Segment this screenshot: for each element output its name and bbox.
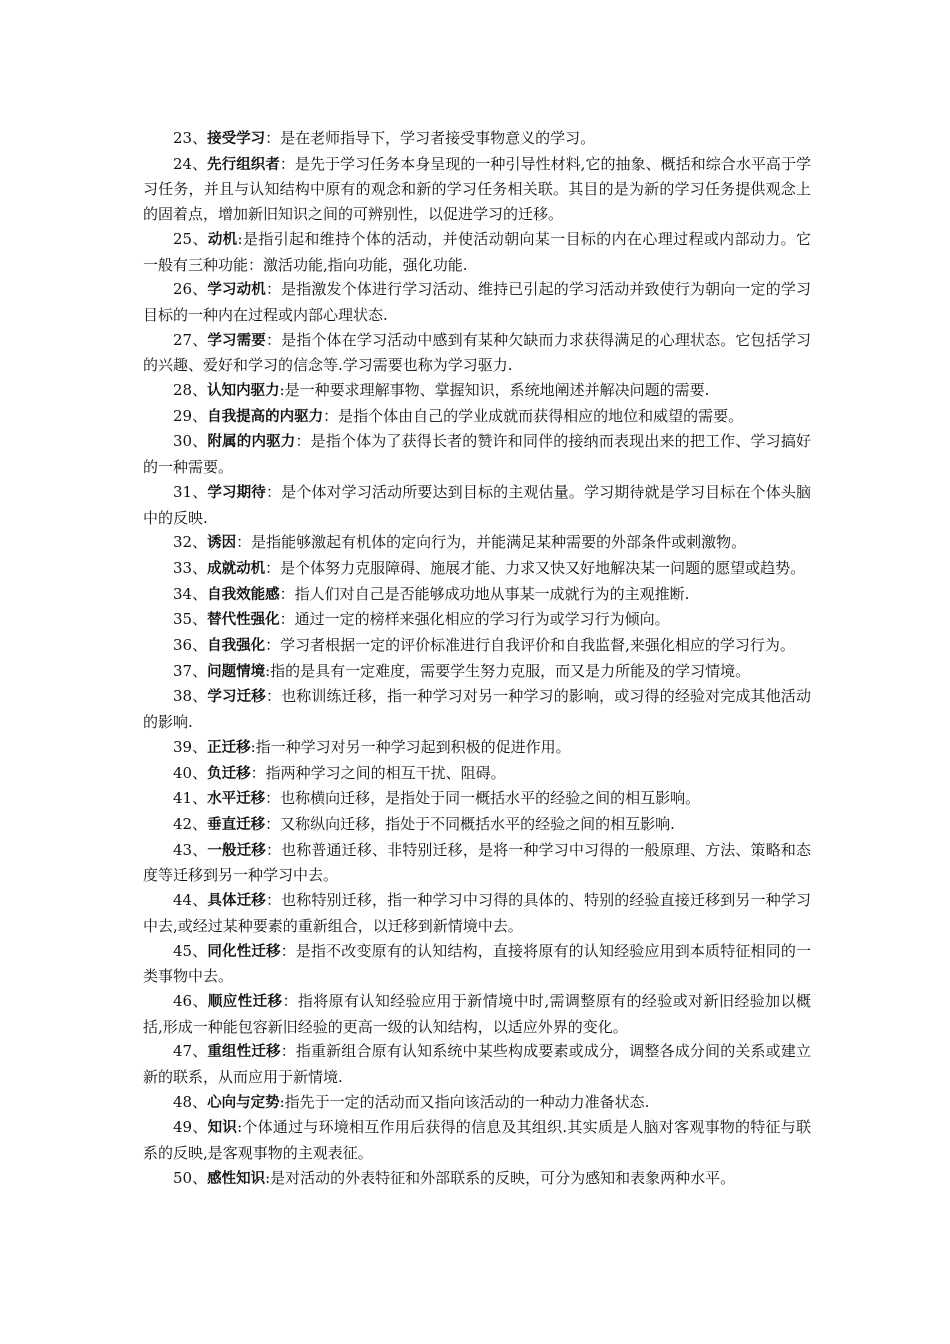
entry-definition: 是指激发个体进行学习活动、维持已引起的学习活动并致使行为朝向一定的学习目标的一种内在过程或内部心理状态.	[143, 280, 811, 324]
entry-term: 自我强化	[207, 638, 266, 655]
entry-definition: 是指个体由自己的学业成就而获得相应的地位和威望的需要。	[338, 406, 744, 425]
entry-separator: :	[279, 381, 285, 400]
glossary-entry	[143, 152, 811, 227]
entry-number: 43、	[173, 840, 208, 859]
entry-definition: 个体通过与环境相互作用后获得的信息及其组织.其实质是人脑对客观事物的特征与联系的反映,是客观事物的主观表征。	[143, 1118, 812, 1163]
entry-number: 44、	[173, 891, 208, 910]
entry-separator: ：	[265, 129, 281, 147]
entry-term: 心向与定势	[207, 1094, 280, 1111]
glossary-entry	[143, 786, 811, 812]
entry-number: 27、	[173, 330, 208, 349]
entry-definition: 也称特别迁移，指一种学习中习得的具体的、特别的经验直接迁移到另一种学习中去,或经过某种要素的重新组合，以迁移到新情境中去。	[143, 891, 811, 935]
entry-term: 重组性迁移	[207, 1044, 281, 1061]
entry-separator: ：	[236, 533, 252, 552]
entry-term: 感性知识	[207, 1170, 266, 1187]
entry-term: 负迁移	[207, 765, 251, 782]
entry-separator: ：	[279, 154, 295, 173]
entry-separator: ：	[265, 636, 281, 655]
glossary-entry	[143, 735, 811, 761]
entry-definition: 是先于学习任务本身呈现的一种引导性材料,它的抽象、概括和综合水平高于学习任务，并且与认知结构中原有的观念和新的学习任务相关联。其目的是为新的学习任务提供观念上的固着点，增加新旧知识之间的可辨别性，以促进学习的迁移。	[143, 154, 811, 224]
glossary-entry	[143, 378, 811, 404]
glossary-entry	[143, 684, 811, 734]
entry-definition: 指的是具有一定难度，需要学生努力克服，而又是力所能及的学习情境。	[270, 661, 751, 680]
glossary-entry	[143, 404, 811, 430]
entry-term: 诱因	[207, 535, 237, 552]
entry-term: 动机	[207, 231, 238, 248]
entry-definition: 是个体对学习活动所要达到目标的主观估量。学习期待就是学习目标在个体头脑中的反映.	[143, 482, 811, 527]
entry-definition: 是一种要求理解事物、掌握知识，系统地阐述并解决问题的需要.	[284, 381, 710, 400]
entry-definition: 是对活动的外表特征和外部联系的反映，可分为感知和表象两种水平。	[270, 1168, 736, 1187]
entry-term: 正迁移	[207, 739, 251, 756]
entry-term: 成就动机	[207, 560, 266, 577]
entry-separator: ：	[279, 584, 295, 603]
entry-definition: 也称横向迁移，是指处于同一概括水平的经验之间的相互影响。	[280, 789, 701, 808]
entry-number: 41、	[173, 789, 208, 808]
entry-number: 48、	[173, 1092, 208, 1111]
entry-separator: ：	[279, 610, 295, 629]
entry-separator: ：	[282, 991, 298, 1010]
glossary-entry	[143, 838, 811, 888]
entry-number: 32、	[173, 533, 208, 552]
entry-term: 同化性迁移	[207, 943, 281, 960]
glossary-entry	[143, 1166, 811, 1192]
entry-separator: :	[265, 1168, 271, 1187]
entry-term: 学习期待	[207, 484, 266, 501]
glossary-entry	[143, 277, 811, 327]
entry-term: 自我效能感	[207, 586, 280, 603]
entry-number: 40、	[173, 763, 208, 782]
glossary-entry	[143, 888, 811, 938]
glossary-entry	[143, 429, 811, 479]
glossary-entry	[143, 328, 811, 378]
entry-number: 49、	[173, 1118, 208, 1137]
entry-number: 45、	[173, 941, 208, 960]
entry-number: 23、	[173, 129, 208, 147]
entry-separator: :	[237, 229, 243, 248]
entry-definition: 指将原有认知经验应用于新情境中时,需调整原有的经验或对新旧经验加以概括,形成一种能包容新旧经验的更高一级的认知结构，以适应外界的变化。	[143, 991, 811, 1036]
entry-term: 学习迁移	[207, 689, 266, 706]
entry-separator: ：	[265, 280, 282, 299]
entry-separator: ：	[265, 558, 281, 577]
entry-term: 接受学习	[207, 131, 266, 147]
entry-term: 附属的内驱力	[207, 434, 296, 451]
glossary-entry	[143, 582, 811, 608]
entry-definition: 指重新组合原有认知系统中某些构成要素或成分，调整各成分间的关系或建立新的联系，从而应用于新情境.	[143, 1042, 811, 1087]
entry-term: 学习需要	[207, 332, 266, 349]
entry-definition: 是指个体为了获得长者的赞许和同伴的接纳而表现出来的把工作、学习搞好的一种需要。	[143, 432, 811, 477]
entry-number: 46、	[173, 991, 208, 1010]
glossary-entry	[143, 556, 811, 582]
entry-number: 33、	[173, 558, 208, 577]
entry-term: 先行组织者	[207, 156, 280, 173]
entry-separator: ：	[323, 406, 339, 425]
entry-separator: :	[237, 1118, 243, 1137]
glossary-entry	[143, 126, 811, 152]
entry-definition: 是指引起和维持个体的活动，并使活动朝向某一目标的内在心理过程或内部动力。它一般有三种功能：激活功能,指向功能，强化功能.	[143, 229, 811, 274]
entry-separator: ：	[265, 330, 282, 349]
entry-number: 39、	[173, 737, 208, 756]
entry-definition: 指两种学习之间的相互干扰、阻碍。	[265, 763, 506, 782]
entry-definition: 是个体努力克服障碍、施展才能、力求又快又好地解决某一问题的愿望或趋势。	[280, 558, 806, 577]
entry-definition: 指先于一定的活动而又指向该活动的一种动力准备状态.	[284, 1092, 650, 1111]
entry-definition: 通过一定的榜样来强化相应的学习行为或学习行为倾向。	[294, 610, 670, 629]
entry-number: 37、	[173, 661, 208, 680]
glossary-entry	[143, 989, 811, 1039]
entry-definition: 是在老师指导下，学习者接受事物意义的学习。	[280, 129, 596, 147]
glossary-entry	[143, 1039, 811, 1089]
entry-term: 学习动机	[207, 282, 266, 299]
entry-separator: ：	[265, 814, 281, 833]
entry-number: 28、	[173, 381, 208, 400]
entry-separator: :	[279, 1092, 285, 1111]
entry-separator: :	[265, 661, 271, 680]
entry-term: 认知内驱力	[207, 383, 280, 400]
entry-number: 38、	[173, 687, 208, 706]
entry-number: 29、	[173, 406, 208, 425]
entry-number: 25、	[173, 229, 208, 248]
entry-definition: 指人们对自己是否能够成功地从事某一成就行为的主观推断.	[294, 584, 690, 603]
entry-term: 一般迁移	[207, 842, 266, 859]
glossary-entry	[143, 659, 811, 685]
glossary-entry	[143, 812, 811, 838]
glossary-entry	[143, 480, 811, 530]
entry-number: 36、	[173, 636, 208, 655]
entry-separator: ：	[250, 763, 266, 782]
entry-term: 具体迁移	[207, 893, 266, 910]
entry-term: 垂直迁移	[207, 816, 266, 833]
entry-number: 24、	[173, 154, 208, 173]
entry-separator: ：	[280, 1042, 296, 1061]
glossary-entry	[143, 1115, 811, 1165]
entry-number: 26、	[173, 280, 208, 299]
entry-separator: ：	[265, 482, 282, 501]
entry-definition: 指一种学习对另一种学习起到积极的促进作用。	[255, 737, 571, 756]
glossary-entry	[143, 607, 811, 633]
entry-definition: 是指个体在学习活动中感到有某种欠缺而力求获得满足的心理状态。它包括学习的兴趣、爱好和学习的信念等.学习需要也称为学习驱力.	[143, 330, 811, 375]
entry-number: 31、	[173, 482, 208, 501]
entry-separator: ：	[295, 432, 311, 451]
entry-separator: ：	[265, 687, 282, 706]
entry-separator: ：	[280, 941, 296, 960]
entry-separator: ：	[265, 891, 282, 910]
entry-term: 自我提高的内驱力	[207, 408, 324, 425]
entry-term: 顺应性迁移	[207, 993, 283, 1010]
entry-number: 30、	[173, 432, 208, 451]
entry-separator: ：	[265, 789, 281, 808]
glossary-entry	[143, 633, 811, 659]
entry-definition: 又称纵向迁移，指处于不同概括水平的经验之间的相互影响.	[280, 814, 675, 833]
entry-definition: 是指不改变原有的认知结构，直接将原有的认知经验应用到本质特征相同的一类事物中去。	[143, 941, 811, 986]
entry-number: 35、	[173, 610, 208, 629]
entry-definition: 学习者根据一定的评价标准进行自我评价和自我监督,来强化相应的学习行为。	[280, 636, 795, 655]
entry-definition: 也称训练迁移，指一种学习对另一种学习的影响，或习得的经验对完成其他活动的影响.	[143, 687, 811, 732]
entry-number: 50、	[173, 1168, 208, 1187]
entry-term: 水平迁移	[207, 791, 266, 808]
entry-term: 知识	[207, 1120, 238, 1137]
entry-term: 问题情境	[207, 663, 266, 680]
entry-number: 42、	[173, 814, 208, 833]
glossary-entry	[143, 761, 811, 787]
glossary-entry	[143, 939, 811, 989]
entry-separator: :	[250, 737, 256, 756]
entry-definition: 也称普通迁移、非特别迁移，是将一种学习中习得的一般原理、方法、策略和态度等迁移到另一种学习中去。	[143, 840, 811, 885]
glossary-entry	[143, 530, 811, 556]
glossary-entry	[143, 227, 811, 277]
entry-number: 34、	[173, 584, 208, 603]
entry-definition: 是指能够激起有机体的定向行为，并能满足某种需要的外部条件或刺激物。	[251, 533, 747, 552]
glossary-list	[143, 126, 811, 1192]
glossary-entry	[143, 1090, 811, 1116]
entry-term: 替代性强化	[207, 612, 280, 629]
entry-number: 47、	[173, 1042, 208, 1061]
entry-separator: ：	[265, 840, 282, 859]
